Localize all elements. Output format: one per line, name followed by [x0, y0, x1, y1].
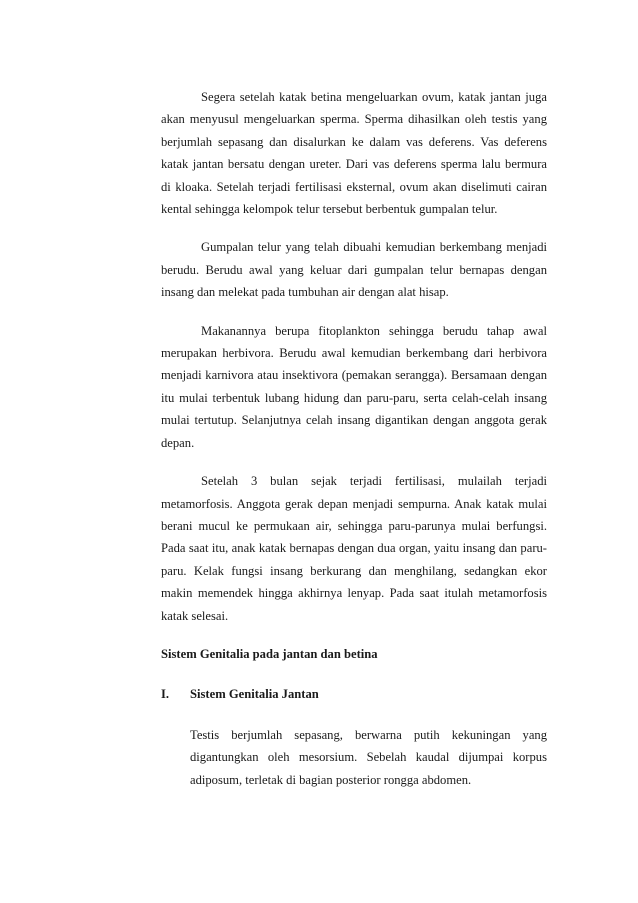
paragraph-metamorphosis: Setelah 3 bulan sejak terjadi fertilisasi, mulailah terjadi metamorfosis. Anggota gerak depan menjadi sempurna. Anak katak mulai berani mucul ke permukaan air, sehingga paru-parunya mulai berfungsi. Pada saat itu, anak katak bernapas dengan dua organ, yaitu insang dan paru-paru. Kelak fungsi insang berkurang dan menghilang, sedangkan ekor makin memendek hingga akhirnya lenyap. Pada saat itulah metamorfosis katak selesai.: [161, 474, 547, 623]
paragraph-tadpole-early: Gumpalan telur yang telah dibuahi kemudian berkembang menjadi berudu. Berudu awal yang keluar dari gumpalan telur bernapas dengan insang dan melekat pada tumbuhan air dengan alat hisap.: [161, 240, 547, 300]
subsection-title: Sistem Genitalia Jantan: [190, 687, 319, 702]
paragraph-tadpole-diet: Makanannya berupa fitoplankton sehingga berudu tahap awal merupakan herbivora. Berudu awal kemudian berkembang dari herbivora menjadi karnivora atau insektivora (pemakan serangga). Bersamaan dengan itu mulai terbentuk lubang hidung dan paru-paru, serta celah-celah insang mulai tertutup. Selanjutnya celah insang digantikan dengan anggota gerak depan.: [161, 323, 547, 450]
paragraph-sperm-release: Segera setelah katak betina mengeluarkan ovum, katak jantan juga akan menyusul mengeluarkan sperma. Sperma dihasilkan oleh testis yang berjumlah sepasang dan disalurkan ke dalam vas deferens. Vas deferens katak jantan bersatu dengan ureter. Dari vas deferens sperma lalu bermura di kloaka. Setelah terjadi fertilisasi eksternal, ovum akan diselimuti cairan kental sehingga kelompok telur tersebut berbentuk gumpalan telur.: [161, 90, 547, 217]
document-page: [161, 86, 547, 791]
subsection-header: [161, 683, 547, 705]
subsection-number: I.: [161, 687, 170, 702]
section-heading: Sistem Genitalia pada jantan dan betina: [161, 646, 378, 661]
subsection-paragraph: Testis berjumlah sepasang, berwarna putih kekuningan yang digantungkan oleh mesorsium. Sebelah kaudal dijumpai korpus adiposum, terletak di bagian posterior rongga abdomen.: [190, 727, 547, 787]
